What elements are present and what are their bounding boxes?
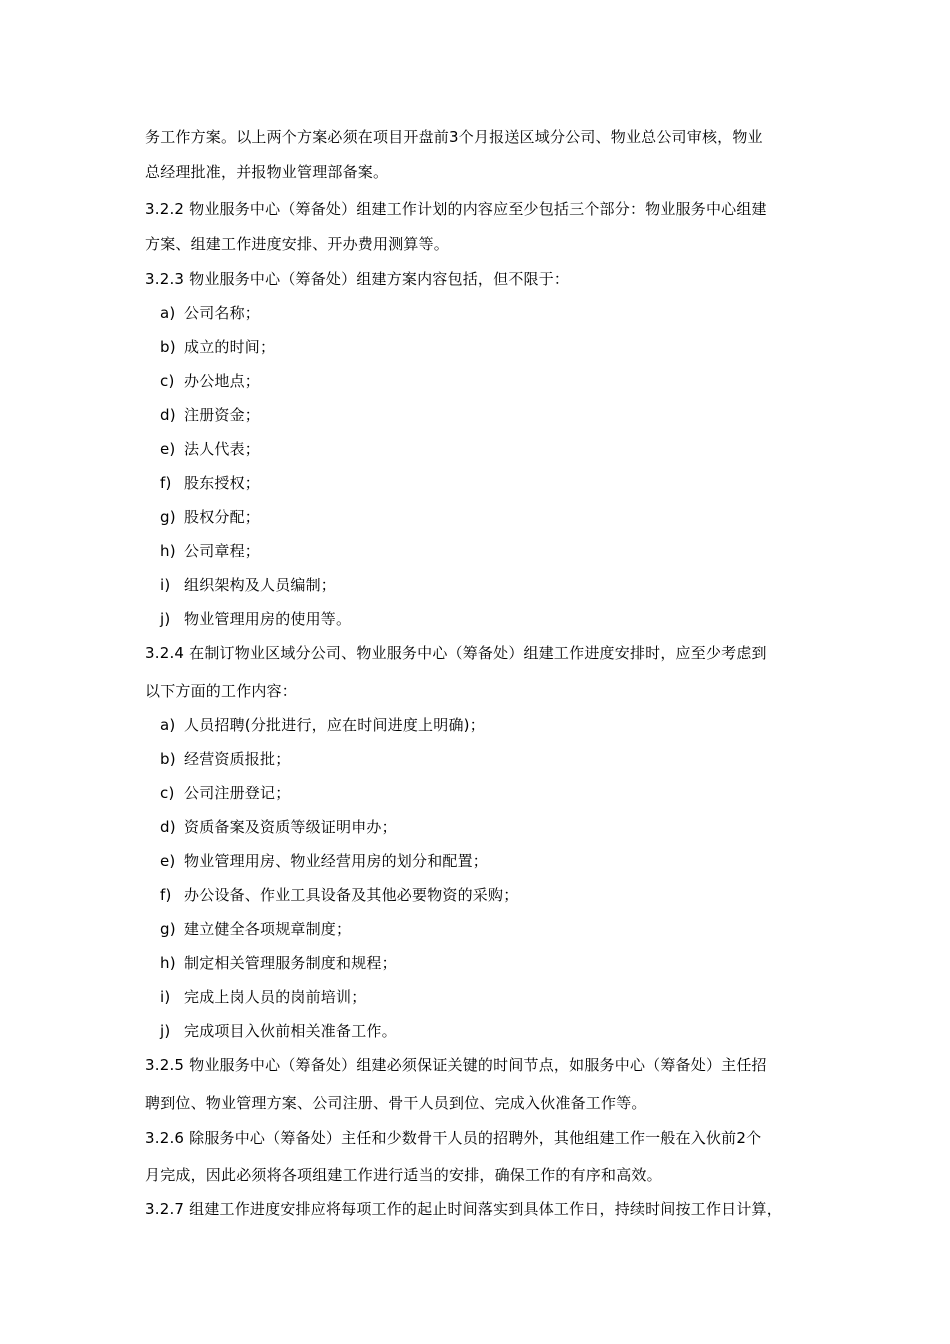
list-marker: a) (160, 716, 176, 734)
list-item (160, 473, 260, 493)
list-item-text: 办公地点； (184, 372, 261, 390)
list-item (160, 405, 260, 425)
paragraph-line: 3.2.5 物业服务中心（筹备处）组建必须保证关键的时间节点，如服务中心（筹备处）主任招 (145, 1056, 767, 1074)
list-marker: j) (160, 610, 171, 628)
list-item (160, 575, 336, 595)
list-marker: h) (160, 954, 176, 972)
list-item (160, 439, 260, 459)
list-marker: c) (160, 372, 175, 390)
list-item-text: 股权分配； (184, 508, 261, 526)
paragraph-line: 方案、组建工作进度安排、开办费用测算等。 (145, 235, 450, 253)
list-item (160, 987, 366, 1007)
list-item (160, 817, 397, 837)
list-item (160, 919, 351, 939)
paragraph-line: 以下方面的工作内容： (145, 682, 298, 700)
list-item-text: 办公设备、作业工具设备及其他必要物资的采购； (184, 886, 519, 904)
list-item-text: 物业管理用房、物业经营用房的划分和配置； (184, 852, 489, 870)
list-marker: b) (160, 338, 176, 356)
paragraph-line: 3.2.7 组建工作进度安排应将每项工作的起止时间落实到具体工作日，持续时间按工作日计算， (145, 1200, 782, 1218)
list-item (160, 303, 260, 323)
list-item (160, 783, 290, 803)
list-item-text: 完成上岗人员的岗前培训； (184, 988, 367, 1006)
list-marker: c) (160, 784, 175, 802)
list-item (160, 1021, 397, 1041)
list-item-text: 组织架构及人员编制； (184, 576, 337, 594)
list-item-text: 完成项目入伙前相关准备工作。 (184, 1022, 397, 1040)
list-item (160, 337, 275, 357)
paragraph-line: 3.2.2 物业服务中心（筹备处）组建工作计划的内容应至少包括三个部分：物业服务中心组建 (145, 200, 767, 218)
list-item (160, 749, 290, 769)
list-marker: a) (160, 304, 176, 322)
paragraph-line: 月完成，因此必须将各项组建工作进行适当的安排，确保工作的有序和高效。 (145, 1166, 662, 1184)
list-marker: d) (160, 818, 176, 836)
list-item-text: 经营资质报批； (184, 750, 291, 768)
list-item (160, 851, 488, 871)
list-item (160, 609, 351, 629)
list-item (160, 541, 260, 561)
list-marker: i) (160, 576, 171, 594)
list-marker: h) (160, 542, 176, 560)
list-item-text: 成立的时间； (184, 338, 276, 356)
list-marker: e) (160, 440, 176, 458)
list-item (160, 715, 485, 735)
list-marker: g) (160, 508, 176, 526)
paragraph-line: 3.2.4 在制订物业区域分公司、物业服务中心（筹备处）组建工作进度安排时，应至少考虑到 (145, 644, 767, 662)
list-item (160, 507, 260, 527)
list-item-text: 公司名称； (184, 304, 261, 322)
list-marker: e) (160, 852, 176, 870)
list-item-text: 人员招聘(分批进行，应在时间进度上明确)； (184, 716, 485, 734)
list-item-text: 股东授权； (184, 474, 261, 492)
list-marker: g) (160, 920, 176, 938)
list-item (160, 953, 397, 973)
list-marker: f) (160, 886, 172, 904)
list-item (160, 885, 518, 905)
paragraph-line: 3.2.3 物业服务中心（筹备处）组建方案内容包括，但不限于： (145, 270, 570, 288)
list-item-text: 公司章程； (184, 542, 261, 560)
list-item-text: 资质备案及资质等级证明申办； (184, 818, 397, 836)
list-item (160, 371, 260, 391)
paragraph-line: 聘到位、物业管理方案、公司注册、骨干人员到位、完成入伙准备工作等。 (145, 1094, 647, 1112)
paragraph-line: 总经理批准，并报物业管理部备案。 (145, 163, 389, 181)
list-marker: j) (160, 1022, 171, 1040)
list-marker: i) (160, 988, 171, 1006)
paragraph-line: 3.2.6 除服务中心（筹备处）主任和少数骨干人员的招聘外，其他组建工作一般在入伙前2个 (145, 1129, 762, 1147)
list-item-text: 制定相关管理服务制度和规程； (184, 954, 397, 972)
list-item-text: 法人代表； (184, 440, 261, 458)
list-marker: b) (160, 750, 176, 768)
list-item-text: 建立健全各项规章制度； (184, 920, 352, 938)
list-item-text: 公司注册登记； (184, 784, 291, 802)
list-marker: d) (160, 406, 176, 424)
paragraph-line: 务工作方案。以上两个方案必须在项目开盘前3个月报送区域分公司、物业总公司审核，物业 (145, 128, 763, 146)
list-marker: f) (160, 474, 172, 492)
list-item-text: 物业管理用房的使用等。 (184, 610, 352, 628)
list-item-text: 注册资金； (184, 406, 261, 424)
